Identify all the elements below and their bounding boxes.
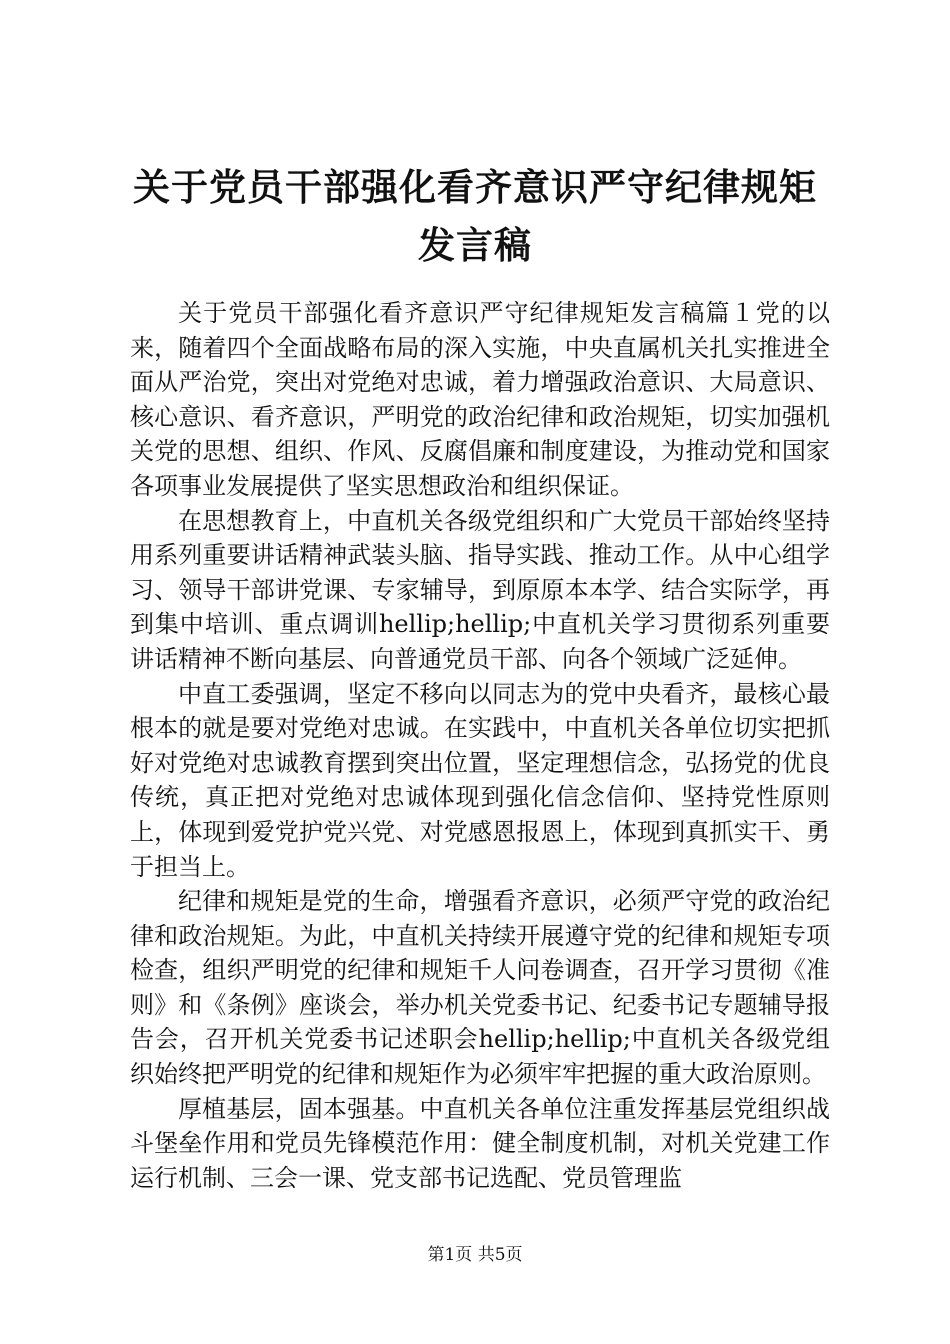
document-title: 关于党员干部强化看齐意识严守纪律规矩发言稿: [133, 165, 817, 267]
paragraph-2: 在思想教育上，中直机关各级党组织和广大党员干部始终坚持用系列重要讲话精神武装头脑、指导实践、推动工作。从中心组学习、领导干部讲党课、专家辅导，到原原本本学、结合实际学，再到集中培训、重点调训hellip;hellip;中直机关学习贯彻系列重要讲话精神不断向基层、向普通党员干部、向各个领域广泛延伸。: [130, 506, 830, 673]
paragraph-5: 厚植基层，固本强基。中直机关各单位注重发挥基层党组织战斗堡垒作用和党员先锋模范作用：健全制度机制，对机关党建工作运行机制、三会一课、党支部书记选配、党员管理监: [130, 1094, 830, 1192]
paragraph-1: 关于党员干部强化看齐意识严守纪律规矩发言稿篇１党的以来，随着四个全面战略布局的深入实施，中央直属机关扎实推进全面从严治党，突出对党绝对忠诚，着力增强政治意识、大局意识、核心意识、看齐意识，严明党的政治纪律和政治规矩，切实加强机关党的思想、组织、作风、反腐倡廉和制度建设，为推动党和国家各项事业发展提供了坚实思想政治和组织保证。: [130, 299, 830, 500]
document-body: [130, 296, 830, 1195]
paragraph-3: 中直工委强调，坚定不移向以同志为的党中央看齐，最核心最根本的就是要对党绝对忠诚。在实践中，中直机关各单位切实把抓好对党绝对忠诚教育摆到突出位置，坚定理想信念，弘扬党的优良传统，真正把对党绝对忠诚体现到强化信念信仰、坚持党性原则上，体现到爱党护党兴党、对党感恩报恩上，体现到真抓实干、勇于担当上。: [130, 679, 830, 881]
paragraph-4: 纪律和规矩是党的生命，增强看齐意识，必须严守党的政治纪律和政治规矩。为此，中直机关持续开展遵守党的纪律和规矩专项检查，组织严明党的纪律和规矩千人问卷调查，召开学习贯彻《准则》和《条例》座谈会，举办机关党委书记、纪委书记专题辅导报告会，召开机关党委书记述职会hellip;hellip;中直机关各级党组织始终把严明党的纪律和规矩作为必须牢牢把握的重大政治原则。: [130, 887, 830, 1089]
page-number-footer: 第1页 共5页: [427, 1245, 523, 1265]
